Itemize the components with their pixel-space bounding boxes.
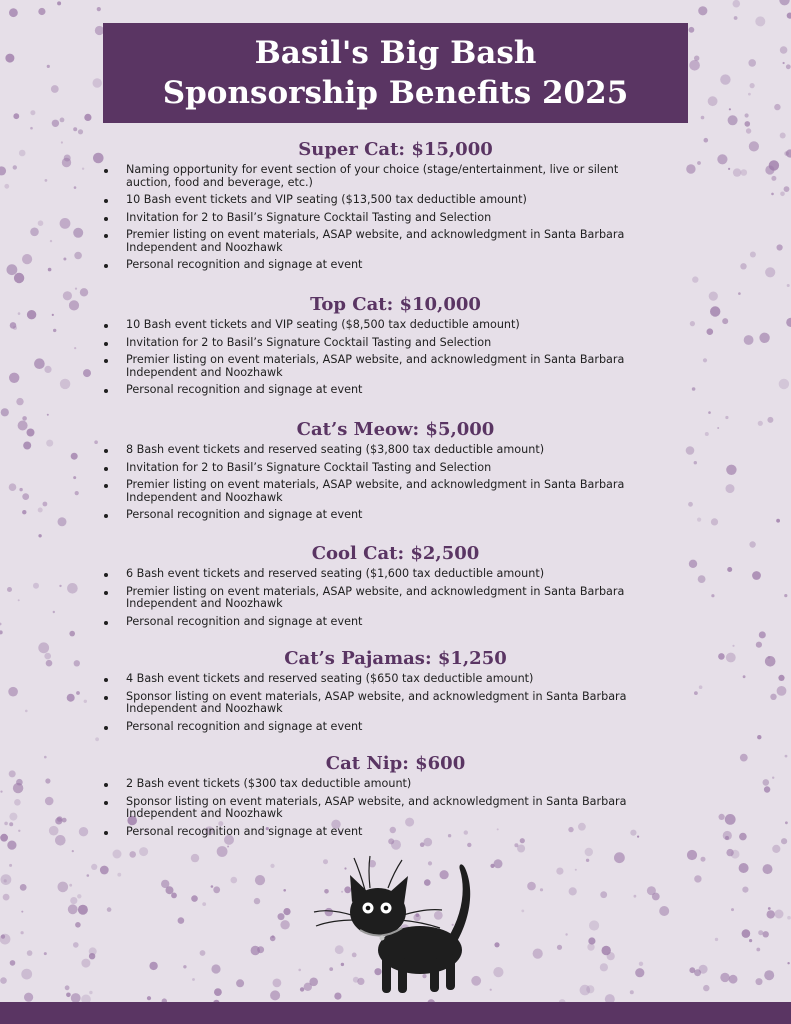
confetti-dot: [3, 894, 10, 901]
confetti-dot: [75, 288, 77, 290]
benefit-item: Personal recognition and signage at event: [0, 509, 791, 522]
confetti-dot: [540, 888, 543, 891]
confetti-dot: [787, 284, 790, 287]
confetti-dot: [38, 534, 41, 537]
benefit-item: Personal recognition and signage at event: [0, 826, 791, 839]
confetti-dot: [10, 960, 16, 966]
title-banner: [103, 23, 688, 123]
confetti-dot: [60, 118, 65, 123]
confetti-dot: [255, 875, 265, 885]
confetti-dot: [692, 276, 698, 282]
confetti-dot: [763, 931, 769, 937]
confetti-dot: [231, 877, 238, 884]
tier-title: Top Cat: $10,000: [310, 294, 481, 315]
benefit-list: [0, 319, 791, 397]
benefit-item: 6 Bash event tickets and reserved seating ($1,600 tax deductible amount): [0, 568, 791, 581]
confetti-dot: [178, 917, 185, 924]
confetti-dot: [254, 898, 260, 904]
confetti-dot: [270, 864, 274, 868]
confetti-dot: [729, 108, 731, 110]
benefit-item: Premier listing on event materials, ASAP website, and acknowledgment in Santa Barbara Independent and Noozhawk: [0, 229, 791, 254]
confetti-dot: [117, 873, 121, 877]
confetti-dot: [533, 949, 543, 959]
confetti-dot: [214, 988, 222, 996]
confetti-dot: [764, 970, 774, 980]
confetti-dot: [756, 948, 760, 952]
confetti-dot: [202, 902, 206, 906]
confetti-dot: [217, 846, 228, 857]
confetti-dot: [734, 16, 738, 20]
confetti-dot: [24, 993, 33, 1002]
benefit-list: [0, 444, 791, 522]
confetti-dot: [75, 922, 81, 928]
confetti-dot: [251, 946, 260, 955]
title-line-2: Sponsorship Benefits 2025: [162, 75, 629, 111]
confetti-dot: [5, 54, 14, 63]
confetti-dot: [51, 85, 59, 93]
benefit-list: [0, 673, 791, 733]
confetti-dot: [21, 969, 32, 980]
confetti-dot: [729, 975, 738, 984]
confetti-dot: [1, 408, 9, 416]
confetti-dot: [639, 962, 643, 966]
benefit-item: Sponsor listing on event materials, ASAP website, and acknowledgment in Santa Barbara Independent and Noozhawk: [0, 691, 791, 716]
confetti-dot: [66, 993, 71, 998]
confetti-dot: [149, 962, 157, 970]
benefit-item: 10 Bash event tickets and VIP seating ($8,500 tax deductible amount): [0, 319, 791, 332]
confetti-dot: [659, 906, 669, 916]
confetti-dot: [44, 952, 47, 955]
confetti-dot: [517, 845, 525, 853]
confetti-dot: [742, 929, 751, 938]
confetti-dot: [557, 945, 562, 950]
confetti-dot: [635, 968, 644, 977]
confetti-dot: [200, 950, 206, 956]
confetti-dot: [227, 846, 229, 848]
confetti-dot: [689, 27, 695, 33]
benefit-item: 4 Bash event tickets and reserved seating ($650 tax deductible amount): [0, 673, 791, 686]
confetti-dot: [211, 964, 220, 973]
confetti-dot: [614, 852, 625, 863]
confetti-dot: [280, 920, 289, 929]
confetti-dot: [9, 8, 18, 17]
tier-title: Super Cat: $15,000: [298, 139, 493, 160]
confetti-dot: [600, 963, 608, 971]
confetti-dot: [47, 414, 49, 416]
confetti-dot: [278, 913, 285, 920]
confetti-dot: [0, 977, 7, 984]
confetti-dot: [89, 991, 92, 994]
confetti-dot: [57, 1, 61, 5]
confetti-dot: [694, 875, 701, 882]
confetti-dot: [772, 845, 780, 853]
confetti-dot: [21, 931, 24, 934]
confetti-dot: [556, 868, 563, 875]
confetti-dot: [81, 959, 90, 968]
confetti-dot: [70, 897, 77, 904]
confetti-dot: [527, 882, 536, 891]
benefit-list: [0, 778, 791, 838]
confetti-dot: [147, 996, 151, 1000]
confetti-dot: [774, 104, 780, 110]
confetti-dot: [701, 116, 705, 120]
confetti-dot: [58, 882, 69, 893]
confetti-dot: [20, 884, 27, 891]
confetti-dot: [787, 13, 791, 19]
confetti-dot: [763, 864, 773, 874]
confetti-dot: [65, 985, 70, 990]
confetti-dot: [521, 910, 524, 913]
confetti-dot: [9, 864, 12, 867]
confetti-dot: [84, 114, 91, 121]
benefit-item: Invitation for 2 to Basil’s Signature Cocktail Tasting and Selection: [0, 462, 791, 475]
benefit-item: 8 Bash event tickets and reserved seating ($3,800 tax deductible amount): [0, 444, 791, 457]
confetti-dot: [728, 115, 738, 125]
confetti-dot: [703, 985, 709, 991]
confetti-dot: [575, 869, 577, 871]
confetti-dot: [787, 962, 789, 964]
confetti-dot: [602, 946, 611, 955]
confetti-dot: [739, 863, 749, 873]
benefit-item: Invitation for 2 to Basil’s Signature Cocktail Tasting and Selection: [0, 337, 791, 350]
confetti-dot: [236, 979, 244, 987]
confetti-dot: [720, 973, 729, 982]
tier-section: [0, 139, 791, 277]
tier-title: Cat Nip: $600: [325, 753, 466, 774]
confetti-dot: [78, 129, 83, 134]
confetti-dot: [420, 842, 425, 847]
confetti-dot: [100, 866, 109, 875]
confetti-dot: [494, 859, 503, 868]
confetti-dot: [779, 0, 789, 5]
confetti-dot: [749, 939, 752, 942]
tier-title: Cat’s Meow: $5,000: [296, 419, 495, 440]
confetti-dot: [213, 886, 220, 893]
benefit-list: [0, 164, 791, 272]
confetti-dot: [300, 987, 304, 991]
title-line-1: Basil's Big Bash: [254, 35, 537, 71]
tier-section: [0, 648, 791, 738]
confetti-dot: [191, 895, 198, 902]
confetti-dot: [748, 59, 756, 67]
confetti-dot: [13, 113, 19, 119]
confetti-dot: [600, 891, 607, 898]
confetti-dot: [745, 113, 749, 117]
confetti-dot: [586, 859, 589, 862]
confetti-dot: [183, 965, 186, 968]
confetti-dot: [715, 938, 718, 941]
confetti-dot: [139, 847, 148, 856]
confetti-dot: [273, 979, 282, 988]
confetti-dot: [767, 910, 775, 918]
confetti-dot: [780, 46, 788, 54]
confetti-dot: [192, 978, 195, 981]
confetti-dot: [755, 16, 765, 26]
footer-bar: [0, 1002, 791, 1024]
confetti-dot: [630, 990, 634, 994]
confetti-dot: [171, 893, 177, 899]
confetti-dot: [89, 953, 95, 959]
confetti-dot: [283, 908, 290, 915]
tier-section: [0, 753, 791, 843]
confetti-dot: [298, 969, 301, 972]
confetti-dot: [113, 850, 122, 859]
confetti-dot: [746, 128, 751, 133]
black-cat-illustration: [310, 850, 485, 1000]
tier-section: [0, 543, 791, 633]
benefit-item: Sponsor listing on event materials, ASAP website, and acknowledgment in Santa Barbara Independent and Noozhawk: [0, 796, 791, 821]
confetti-dot: [166, 886, 174, 894]
confetti-dot: [97, 7, 101, 11]
confetti-dot: [93, 78, 102, 87]
confetti-dot: [87, 874, 90, 877]
confetti-dot: [1, 935, 5, 939]
confetti-dot: [699, 965, 708, 974]
confetti-dot: [493, 967, 503, 977]
confetti-dot: [634, 895, 637, 898]
benefit-item: Premier listing on event materials, ASAP website, and acknowledgment in Santa Barbara Independent and Noozhawk: [0, 354, 791, 379]
confetti-dot: [786, 64, 791, 69]
confetti-dot: [689, 60, 700, 71]
confetti-dot: [1, 874, 12, 885]
confetti-dot: [38, 8, 45, 15]
tier-title: Cat’s Pajamas: $1,250: [284, 648, 507, 669]
confetti-dot: [750, 83, 755, 88]
confetti-dot: [211, 885, 214, 888]
confetti-dot: [73, 942, 79, 948]
confetti-dot: [756, 642, 762, 648]
confetti-dot: [30, 110, 35, 115]
confetti-dot: [21, 911, 23, 913]
confetti-dot: [748, 93, 751, 96]
confetti-dot: [708, 96, 718, 106]
confetti-dot: [783, 62, 785, 64]
confetti-dot: [565, 933, 567, 935]
confetti-dot: [27, 950, 33, 956]
tier-section: [0, 419, 791, 527]
benefit-item: Personal recognition and signage at event: [0, 259, 791, 272]
benefit-item: Premier listing on event materials, ASAP website, and acknowledgment in Santa Barbara Independent and Noozhawk: [0, 586, 791, 611]
confetti-dot: [270, 990, 280, 1000]
confetti-dot: [283, 889, 286, 892]
confetti-dot: [780, 133, 786, 139]
confetti-dot: [91, 864, 97, 870]
confetti-dot: [768, 907, 771, 910]
confetti-dot: [569, 887, 577, 895]
benefit-item: Naming opportunity for event section of your choice (stage/entertainment, live or silent auction, food and beverage, etc.): [0, 164, 791, 189]
confetti-dot: [787, 916, 791, 920]
confetti-dot: [701, 857, 706, 862]
confetti-dot: [745, 121, 751, 127]
confetti-dot: [698, 6, 707, 15]
confetti-dot: [107, 907, 112, 912]
confetti-dot: [742, 887, 748, 893]
confetti-dot: [47, 65, 50, 68]
confetti-dot: [589, 920, 599, 930]
confetti-dot: [69, 884, 72, 887]
benefit-item: Personal recognition and signage at event: [0, 616, 791, 629]
confetti-dot: [775, 910, 784, 919]
confetti-dot: [588, 937, 595, 944]
benefit-item: Personal recognition and signage at event: [0, 384, 791, 397]
confetti-dot: [191, 854, 199, 862]
tier-title: Cool Cat: $2,500: [311, 543, 480, 564]
confetti-dot: [720, 74, 730, 84]
benefit-list: [0, 568, 791, 628]
confetti-dot: [490, 989, 492, 991]
confetti-dot: [77, 894, 81, 898]
confetti-dot: [733, 0, 741, 8]
confetti-dot: [72, 850, 74, 852]
confetti-dot: [78, 905, 88, 915]
confetti-dot: [129, 851, 136, 858]
confetti-dot: [687, 850, 697, 860]
confetti-dot: [494, 942, 499, 947]
confetti-dot: [73, 127, 77, 131]
benefit-item: Invitation for 2 to Basil’s Signature Cocktail Tasting and Selection: [0, 212, 791, 225]
confetti-dot: [586, 985, 594, 993]
confetti-dot: [708, 411, 711, 414]
confetti-dot: [467, 843, 471, 847]
confetti-dot: [585, 848, 593, 856]
confetti-dot: [270, 936, 276, 942]
confetti-dot: [756, 978, 763, 985]
confetti-dot: [30, 127, 33, 130]
confetti-dot: [52, 120, 59, 127]
benefit-item: 2 Bash event tickets ($300 tax deductible amount): [0, 778, 791, 791]
benefit-item: Personal recognition and signage at event: [0, 721, 791, 734]
benefit-item: Premier listing on event materials, ASAP website, and acknowledgment in Santa Barbara Independent and Noozhawk: [0, 479, 791, 504]
confetti-dot: [732, 645, 734, 647]
confetti-dot: [68, 904, 78, 914]
confetti-dot: [758, 930, 763, 935]
tier-section: [0, 294, 791, 402]
confetti-dot: [726, 849, 733, 856]
confetti-dot: [731, 908, 734, 911]
confetti-dot: [652, 893, 660, 901]
benefit-item: 10 Bash event tickets and VIP seating ($13,500 tax deductible amount): [0, 194, 791, 207]
confetti-dot: [689, 967, 695, 973]
